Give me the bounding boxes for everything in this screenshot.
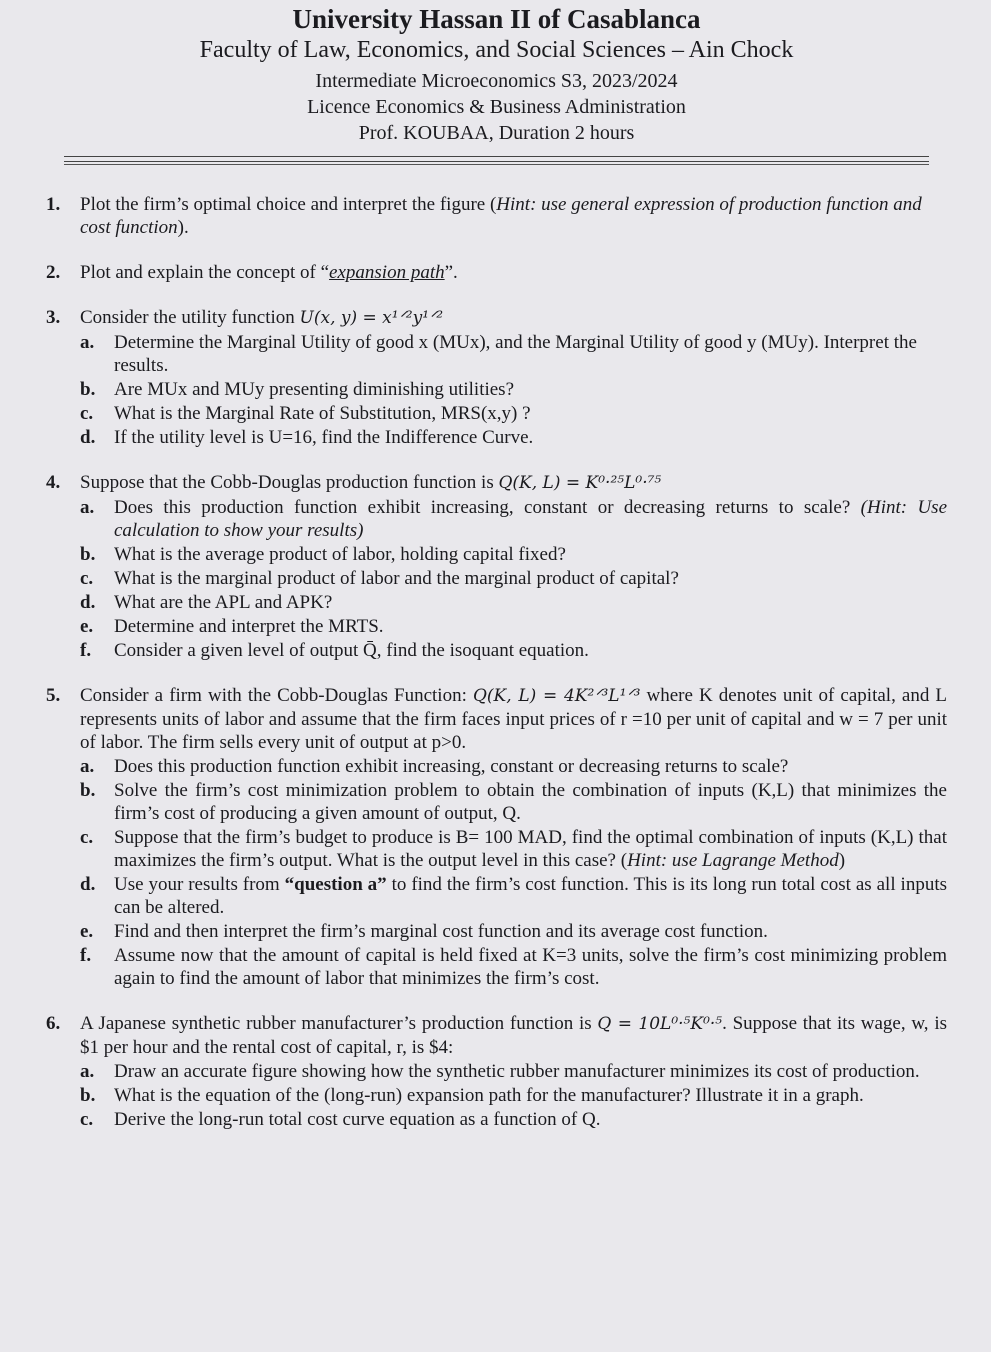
question-number: 3.	[46, 307, 61, 328]
subquestion-3a	[80, 331, 947, 377]
question-number: 5.	[46, 685, 61, 706]
question-number: 2.	[46, 262, 61, 283]
sub-text: Derive the long-run total cost curve equation as a function of Q.	[114, 1109, 601, 1130]
sub-label: e.	[80, 921, 94, 942]
subquestion-4e	[80, 615, 947, 638]
sub-label: f.	[80, 945, 92, 966]
sub-text: What is the equation of the (long-run) expansion path for the manufacturer? Illustrate it in a graph.	[114, 1085, 864, 1106]
university-name: University Hassan II of Casablanca	[292, 4, 701, 34]
sub-text: Use your results from	[114, 874, 285, 895]
question-text-cont: . Suppose that its wage, w, is $1 per hour and the rental cost of capital, r, is $4:	[80, 1013, 947, 1058]
sub-text: What is the average product of labor, holding capital fixed?	[114, 544, 566, 565]
rubber-production-formula: Q = 10L⁰·⁵K⁰·⁵	[597, 1014, 723, 1034]
sub-label: d.	[80, 427, 96, 448]
cobb-douglas-formula: Q(K, L) = 4K²ᐟ³L¹ᐟ³	[472, 686, 641, 706]
header-divider-thin	[64, 164, 929, 165]
sub-text-cont: to find the firm’s cost function. This is its long run total cost as all inputs can be altered.	[114, 874, 947, 918]
sub-label: a.	[80, 1061, 95, 1082]
professor-duration: Prof. KOUBAA, Duration 2 hours	[358, 122, 635, 144]
question-6	[46, 1012, 947, 1131]
header-divider	[64, 156, 929, 162]
subquestion-4f	[80, 639, 947, 662]
question-4	[46, 471, 947, 662]
sub-text: Suppose that the firm’s budget to produce is B= 100 MAD, find the optimal combination of inputs (K,L) that maximizes the firm’s output. What is the output level in this case? (	[114, 827, 947, 871]
sub-text: Does this production function exhibit increasing, constant or decreasing returns to scale?	[114, 756, 789, 777]
question-number: 4.	[46, 472, 61, 493]
sub-label: d.	[80, 874, 96, 895]
question-text: Plot the firm’s optimal choice and interpret the figure (	[80, 194, 497, 215]
question-text-end: ”.	[444, 262, 458, 283]
sub-text: Assume now that the amount of capital is held fixed at K=3 units, solve the firm’s cost minimizing problem again to find the amount of labor that minimizes the firm’s cost.	[114, 945, 947, 989]
subquestion-5e	[80, 920, 947, 943]
question-list	[46, 193, 947, 1131]
sub-label: c.	[80, 1109, 94, 1130]
sub-label: a.	[80, 497, 95, 518]
sub-label: d.	[80, 592, 96, 613]
subquestion-3b	[80, 378, 947, 401]
subquestion-5b	[80, 779, 947, 825]
expansion-path-term: expansion path	[329, 262, 445, 283]
subquestion-3d	[80, 426, 947, 449]
question-text-cont: where K denotes unit of capital, and L represents units of labor and assume that the firm faces input prices of r =10 per unit of capital and w = 7 per unit of labor. The firm sells every unit of output at p>0.	[80, 685, 948, 753]
subquestion-5a	[80, 755, 947, 778]
sub-label: b.	[80, 780, 96, 801]
sub-hint: (Hint: Use calculation to show your results)	[114, 497, 948, 541]
question-text: A Japanese synthetic rubber manufacturer’s production function is	[80, 1013, 598, 1034]
subquestion-4c	[80, 567, 947, 590]
sub-label: a.	[80, 332, 95, 353]
sub-text: Determine and interpret the MRTS.	[114, 616, 384, 637]
sub-text: Draw an accurate figure showing how the synthetic rubber manufacturer minimizes its cost of production.	[114, 1061, 920, 1082]
utility-function-formula: U(x, y) = x¹ᐟ²y¹ᐟ²	[299, 308, 444, 328]
question-a-reference: “question a”	[284, 874, 387, 895]
subquestion-5d	[80, 873, 947, 919]
subquestion-5c	[80, 826, 947, 872]
sub-label: b.	[80, 1085, 96, 1106]
question-text: Consider the utility function	[80, 307, 300, 328]
question-3	[46, 306, 947, 449]
question-2	[46, 261, 947, 284]
sub-text: Determine the Marginal Utility of good x (MUx), and the Marginal Utility of good y (MUy). Interpret the results.	[114, 332, 917, 376]
sub-label: e.	[80, 616, 94, 637]
subquestion-3c	[80, 402, 947, 425]
subquestion-6c	[80, 1108, 947, 1131]
question-number: 6.	[46, 1013, 61, 1034]
subquestion-5f	[80, 944, 947, 990]
faculty-name: Faculty of Law, Economics, and Social Sciences – Ain Chock	[199, 37, 794, 63]
sub-label: f.	[80, 640, 92, 661]
sub-text: What are the APL and APK?	[114, 592, 333, 613]
sub-text: Are MUx and MUy presenting diminishing utilities?	[114, 379, 515, 400]
sub-label: a.	[80, 756, 95, 777]
subquestion-4b	[80, 543, 947, 566]
question-text: Suppose that the Cobb-Douglas production function is	[80, 472, 499, 493]
sub-text: Find and then interpret the firm’s marginal cost function and its average cost function.	[114, 921, 768, 942]
sub-text: If the utility level is U=16, find the Indifference Curve.	[114, 427, 534, 448]
sub-label: b.	[80, 544, 96, 565]
sub-text: What is the Marginal Rate of Substitution, MRS(x,y) ?	[114, 403, 531, 424]
question-text-end: ).	[177, 217, 189, 238]
production-function-formula: Q(K, L) = K⁰·²⁵L⁰·⁷⁵	[498, 473, 662, 493]
subquestion-6a	[80, 1060, 947, 1083]
sub-text: Solve the firm’s cost minimization problem to obtain the combination of inputs (K,L) that minimizes the firm’s cost of producing a given amount of output, Q.	[114, 780, 947, 824]
sub-text: Does this production function exhibit increasing, constant or decreasing returns to scale?	[114, 497, 851, 518]
subquestion-4d	[80, 591, 947, 614]
course-title: Intermediate Microeconomics S3, 2023/2024	[315, 70, 678, 92]
question-1	[46, 193, 947, 239]
sub-label: b.	[80, 379, 96, 400]
subquestion-4a	[80, 496, 947, 542]
sub-label: c.	[80, 403, 94, 424]
program-name: Licence Economics & Business Administration	[307, 96, 686, 118]
question-number: 1.	[46, 194, 61, 215]
sub-text: What is the marginal product of labor and the marginal product of capital?	[114, 568, 679, 589]
subquestion-6b	[80, 1084, 947, 1107]
question-text: Consider a firm with the Cobb-Douglas Function:	[80, 685, 473, 706]
sub-text: Consider a given level of output Q̄, find the isoquant equation.	[114, 640, 589, 661]
sub-text-end: )	[838, 850, 846, 871]
question-5	[46, 684, 947, 990]
sub-hint: Hint: use Lagrange Method	[627, 850, 839, 871]
sub-label: c.	[80, 827, 94, 848]
question-hint: Hint: use general expression of production function and cost function	[80, 194, 922, 238]
question-text: Plot and explain the concept of “	[80, 262, 330, 283]
sub-label: c.	[80, 568, 94, 589]
exam-header	[46, 0, 947, 146]
